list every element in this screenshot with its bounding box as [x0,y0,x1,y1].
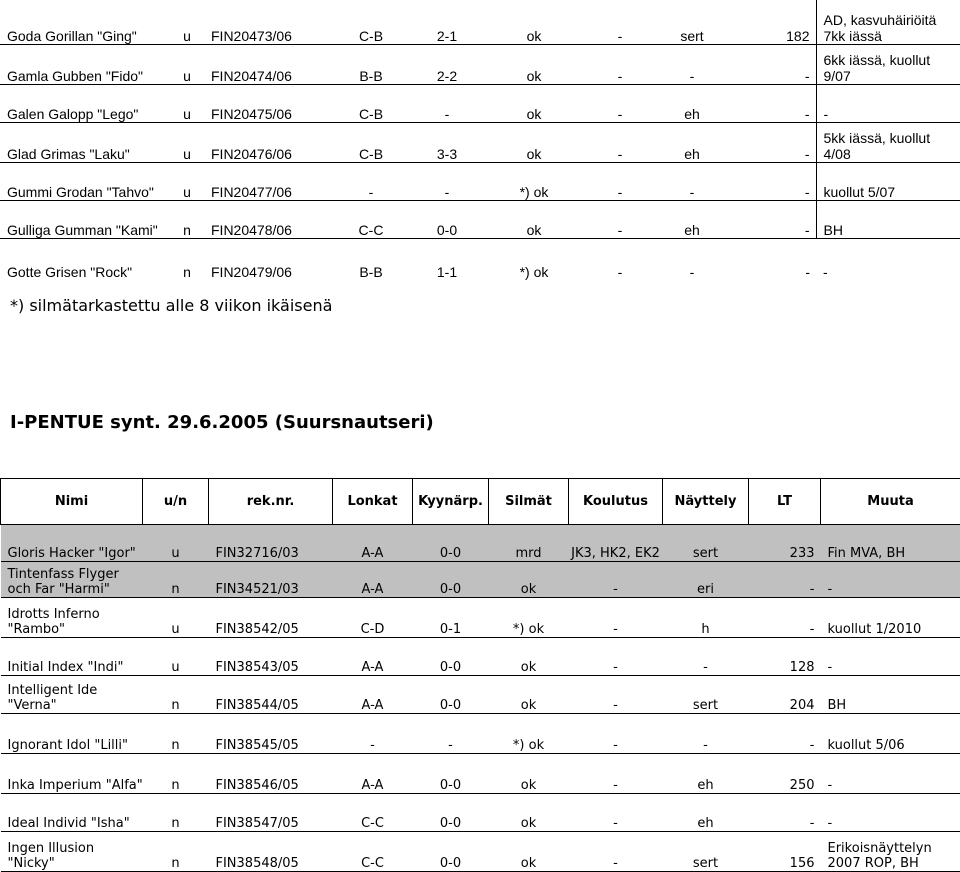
dog-other: Erikoisnäyttelyn 2007 ROP, BH [821,832,960,872]
litter-i-table [0,478,960,872]
table-row [1,638,960,676]
column-header: LT [749,479,821,525]
column-header: Muuta [821,479,960,525]
dog-lt: 250 [749,754,821,794]
table-row [1,562,960,598]
dog-name: Goda Gorillan "Ging" [0,0,170,44]
dog-sex: n [143,832,209,872]
dog-sex: n [143,714,209,754]
dog-sex: u [170,0,204,44]
dog-hips: A-A [333,754,413,794]
dog-training: - [569,638,663,676]
dog-eyes: ok [489,638,569,676]
dog-sex: n [170,238,204,280]
dog-hips: - [326,162,416,200]
column-header: Kyynärp. [413,479,489,525]
dog-eyes: ok [478,200,590,238]
dog-elbows: - [416,162,478,200]
dog-show: eh [650,200,734,238]
dog-lt: - [749,714,821,754]
dog-show: - [663,714,749,754]
dog-hips: A-A [333,676,413,714]
dog-hips: A-A [333,638,413,676]
dog-eyes: ok [478,84,590,122]
dog-reg: FIN20473/06 [204,0,326,44]
column-header: Lonkat [333,479,413,525]
dog-show: - [663,638,749,676]
table-row [1,794,960,832]
dog-reg: FIN38543/05 [209,638,333,676]
dog-name: Gloris Hacker "Igor" [1,525,143,562]
dog-sex: u [170,84,204,122]
dog-show: eh [650,84,734,122]
dog-sex: u [170,122,204,162]
dog-elbows: 2-1 [416,0,478,44]
dog-eyes: ok [478,44,590,84]
table-row [0,200,960,238]
dog-reg: FIN20478/06 [204,200,326,238]
dog-lt: - [734,200,816,238]
table-row [0,122,960,162]
dog-other: - [821,562,960,598]
dog-hips: C-D [333,598,413,638]
dog-training: - [569,562,663,598]
dog-lt: - [749,794,821,832]
dog-name: Gulliga Gumman "Kami" [0,200,170,238]
dog-other: - [821,754,960,794]
dog-reg: FIN38545/05 [209,714,333,754]
dog-show: sert [663,676,749,714]
dog-other: AD, kasvuhäiriöitä 7kk iässä [816,0,960,44]
dog-sex: u [143,638,209,676]
dog-training: - [590,44,650,84]
dog-eyes: ok [489,794,569,832]
dog-reg: FIN20474/06 [204,44,326,84]
dog-name: Ingen Illusion "Nicky" [1,832,143,872]
dog-reg: FIN20475/06 [204,84,326,122]
dog-name: Gamla Gubben "Fido" [0,44,170,84]
dog-sex: u [143,525,209,562]
dog-training: - [569,832,663,872]
dog-show: - [650,238,734,280]
dog-show: eh [650,122,734,162]
dog-lt: - [734,122,816,162]
dog-eyes: mrd [489,525,569,562]
dog-training: - [569,794,663,832]
dog-training: - [569,676,663,714]
dog-elbows: 0-0 [413,676,489,714]
dog-lt: 182 [734,0,816,44]
dog-training: JK3, HK2, EK2 [569,525,663,562]
dog-show: h [663,598,749,638]
dog-training: - [590,122,650,162]
dog-other: - [821,638,960,676]
dog-hips: B-B [326,44,416,84]
dog-training: - [569,754,663,794]
dog-sex: u [143,598,209,638]
dog-eyes: *) ok [478,162,590,200]
dog-other: - [816,84,960,122]
dog-eyes: *) ok [489,714,569,754]
dog-name: Idrotts Inferno "Rambo" [1,598,143,638]
dog-elbows: 0-0 [413,832,489,872]
dog-training: - [590,162,650,200]
dog-name: Galen Galopp "Lego" [0,84,170,122]
eye-check-footnote: *) silmätarkastettu alle 8 viikon ikäisenä [10,296,332,315]
column-header: u/n [143,479,209,525]
dog-lt: - [749,598,821,638]
dog-show: eri [663,562,749,598]
dog-elbows: - [413,714,489,754]
dog-eyes: ok [489,562,569,598]
table-row [1,525,960,562]
column-header: Nimi [1,479,143,525]
dog-other: 5kk iässä, kuollut 4/08 [816,122,960,162]
dog-reg: FIN38542/05 [209,598,333,638]
dog-elbows: 0-0 [413,525,489,562]
dog-hips: A-A [333,525,413,562]
dog-elbows: 0-0 [413,638,489,676]
table-row [1,676,960,714]
table-row [0,44,960,84]
dog-training: - [590,84,650,122]
table-row [0,238,960,280]
dog-other: kuollut 5/07 [816,162,960,200]
dog-elbows: 2-2 [416,44,478,84]
dog-training: - [590,238,650,280]
dog-lt: 128 [749,638,821,676]
table-row [1,598,960,638]
column-header: Koulutus [569,479,663,525]
dog-hips: C-B [326,0,416,44]
dog-eyes: ok [489,832,569,872]
dog-name: Intelligent Ide "Verna" [1,676,143,714]
dog-reg: FIN34521/03 [209,562,333,598]
dog-hips: A-A [333,562,413,598]
dog-hips: - [333,714,413,754]
dog-lt: 156 [749,832,821,872]
dog-sex: n [170,200,204,238]
dog-training: - [590,0,650,44]
table-row [1,832,960,872]
dog-name: Ideal Individ "Isha" [1,794,143,832]
dog-hips: C-B [326,84,416,122]
dog-name: Initial Index "Indi" [1,638,143,676]
dog-eyes: ok [478,122,590,162]
dog-name: Tintenfass Flyger och Far "Harmi" [1,562,143,598]
dog-lt: - [734,84,816,122]
dog-lt: - [749,562,821,598]
dog-lt: 233 [749,525,821,562]
dog-reg: FIN20476/06 [204,122,326,162]
dog-name: Ignorant Idol "Lilli" [1,714,143,754]
dog-other: - [816,238,960,280]
column-header: rek.nr. [209,479,333,525]
dog-show: sert [663,832,749,872]
dog-sex: n [143,794,209,832]
dog-other: BH [816,200,960,238]
table-row [0,162,960,200]
dog-elbows: 0-0 [416,200,478,238]
column-header: Silmät [489,479,569,525]
table-row [1,754,960,794]
dog-other: BH [821,676,960,714]
column-header: Näyttely [663,479,749,525]
dog-elbows: 0-0 [413,794,489,832]
dog-training: - [569,714,663,754]
dog-sex: u [170,162,204,200]
dog-other: kuollut 1/2010 [821,598,960,638]
dog-lt: - [734,44,816,84]
dog-show: sert [650,0,734,44]
dog-sex: n [143,676,209,714]
dog-name: Glad Grimas "Laku" [0,122,170,162]
dog-show: sert [663,525,749,562]
dog-sex: n [143,562,209,598]
dog-reg: FIN38547/05 [209,794,333,832]
dog-hips: C-B [326,122,416,162]
dog-reg: FIN38546/05 [209,754,333,794]
dog-eyes: ok [489,676,569,714]
dog-elbows: 3-3 [416,122,478,162]
dog-lt: - [734,162,816,200]
dog-eyes: ok [489,754,569,794]
dog-other: kuollut 5/06 [821,714,960,754]
litter-heading: I-PENTUE synt. 29.6.2005 (Suursnautseri) [10,412,434,433]
dog-show: eh [663,754,749,794]
dog-name: Inka Imperium "Alfa" [1,754,143,794]
dog-training: - [569,598,663,638]
dog-hips: C-C [333,794,413,832]
dog-hips: C-C [326,200,416,238]
dog-elbows: 0-1 [413,598,489,638]
dog-other: Fin MVA, BH [821,525,960,562]
table-header-row [1,479,960,525]
dog-lt: - [734,238,816,280]
dog-name: Gummi Grodan "Tahvo" [0,162,170,200]
dog-eyes: *) ok [489,598,569,638]
litter-g-table [0,0,960,280]
dog-elbows: 1-1 [416,238,478,280]
dog-show: - [650,162,734,200]
table-row [0,84,960,122]
dog-reg: FIN32716/03 [209,525,333,562]
dog-other: 6kk iässä, kuollut 9/07 [816,44,960,84]
dog-show: eh [663,794,749,832]
dog-reg: FIN20479/06 [204,238,326,280]
dog-eyes: *) ok [478,238,590,280]
dog-reg: FIN20477/06 [204,162,326,200]
dog-elbows: 0-0 [413,562,489,598]
dog-eyes: ok [478,0,590,44]
table-row [0,0,960,44]
table-row [1,714,960,754]
dog-reg: FIN38548/05 [209,832,333,872]
dog-name: Gotte Grisen "Rock" [0,238,170,280]
dog-reg: FIN38544/05 [209,676,333,714]
dog-training: - [590,200,650,238]
dog-elbows: 0-0 [413,754,489,794]
dog-lt: 204 [749,676,821,714]
dog-other: - [821,794,960,832]
dog-hips: B-B [326,238,416,280]
dog-hips: C-C [333,832,413,872]
dog-sex: u [170,44,204,84]
dog-elbows: - [416,84,478,122]
dog-show: - [650,44,734,84]
dog-sex: n [143,754,209,794]
